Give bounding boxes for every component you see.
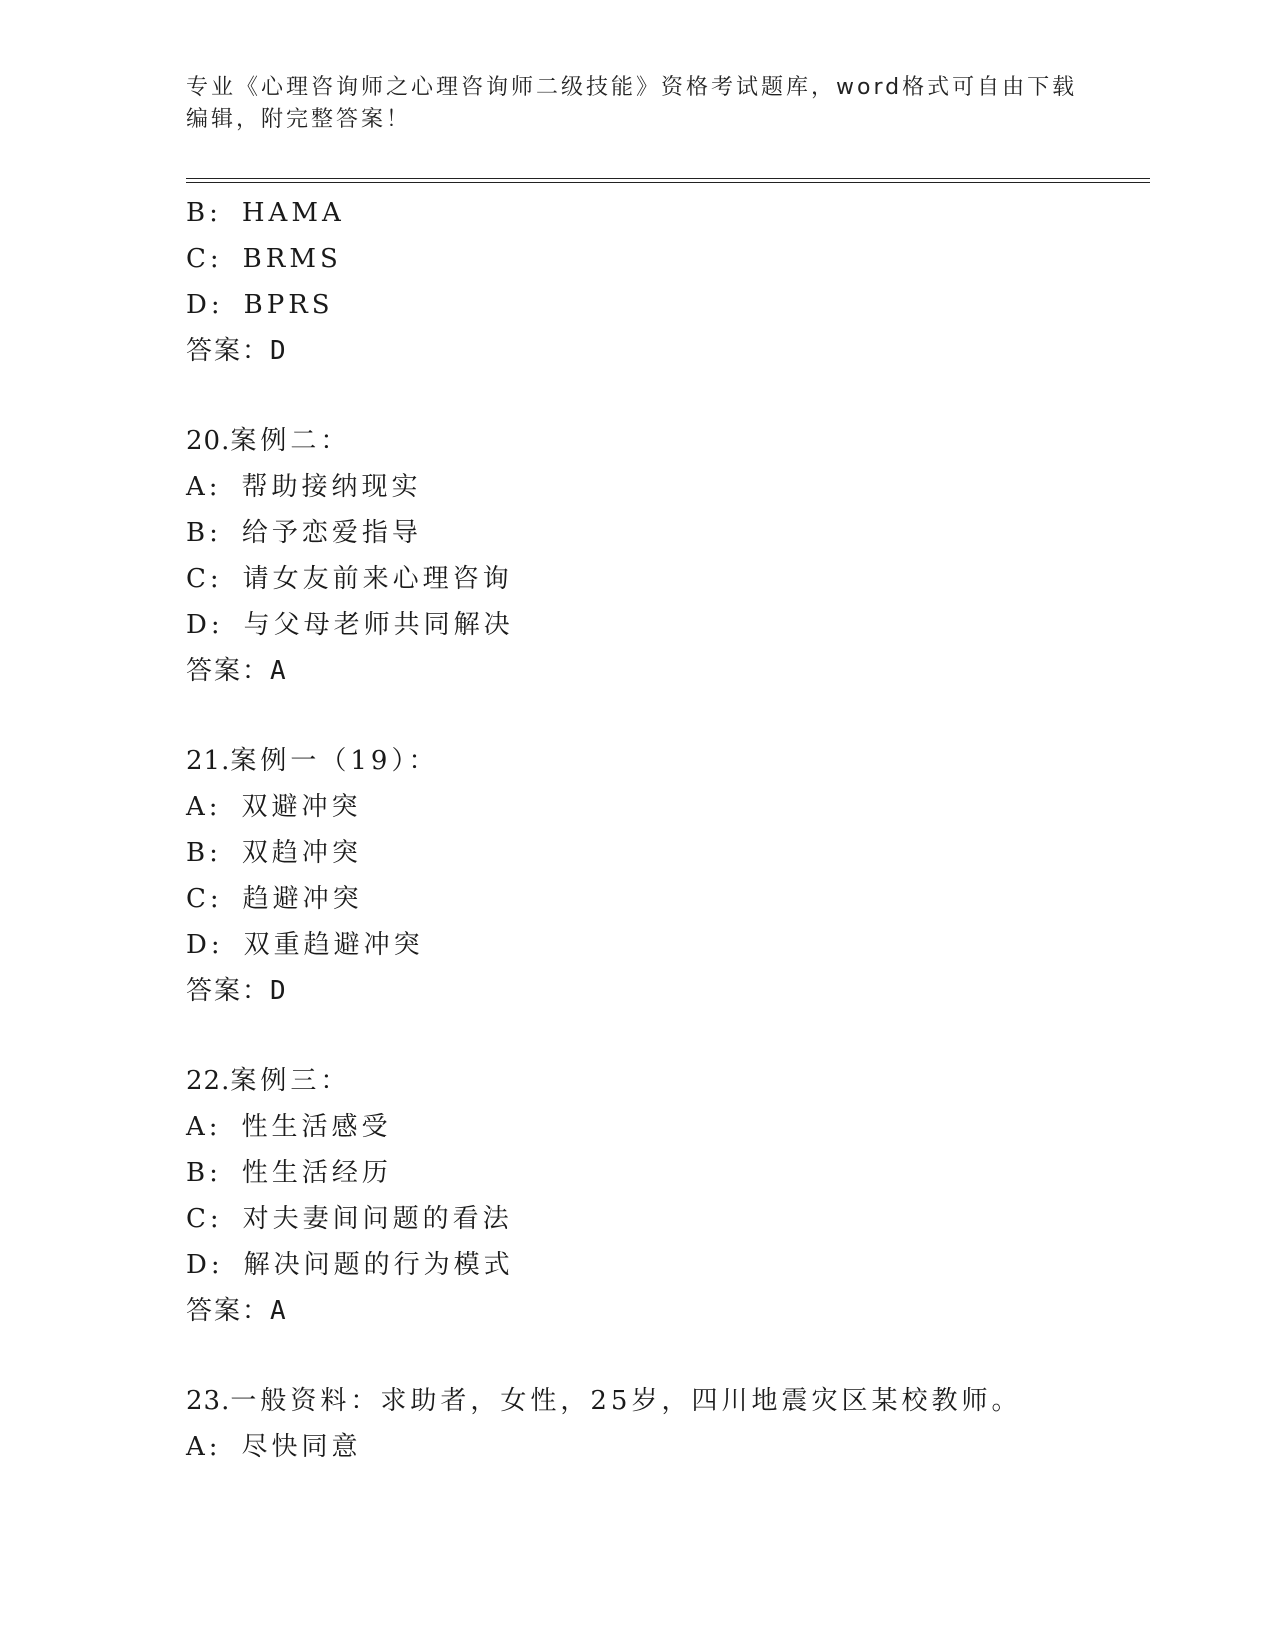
answer-value: A [270,656,288,686]
option-key: C: [186,1204,223,1234]
option-text: 双避冲突 [241,792,362,822]
option-text: 给予恋爱指导 [241,518,422,548]
document-header [186,72,1078,136]
option-text: 性生活经历 [241,1158,392,1188]
question-20 [186,418,1150,694]
answer-label: 答案： [186,1296,271,1326]
answer-row [186,1288,1150,1334]
option-row [186,602,1150,648]
option-row [186,1424,1150,1470]
option-key: A: [186,1432,222,1462]
question-title: 案例一（19）： [230,746,439,776]
answer-label: 答案： [186,656,271,686]
option-row [186,1104,1150,1150]
question-23 [186,1378,1150,1470]
option-row [186,830,1150,876]
question-list [186,190,1150,1470]
option-key: C: [186,564,223,594]
option-text: 双重趋避冲突 [243,930,424,960]
option-text: 解决问题的行为模式 [243,1250,514,1280]
answer-row [186,968,1150,1014]
option-text: 与父母老师共同解决 [243,610,514,640]
question-number: 23. [186,1386,231,1416]
option-key: C: [186,244,223,274]
option-text: 尽快同意 [241,1432,362,1462]
option-text: BRMS [242,244,342,274]
option-key: D: [186,610,224,640]
header-divider-top [186,178,1150,179]
option-key: A: [186,1112,222,1142]
option-text: HAMA [241,198,345,228]
option-key: D: [186,930,224,960]
option-row [186,1196,1150,1242]
header-line-1: 专业《心理咨询师之心理咨询师二级技能》资格考试题库，word格式可自由下载 [186,75,1078,100]
option-row [186,1242,1150,1288]
option-key: C: [186,884,223,914]
question-title: 案例三： [230,1066,351,1096]
option-key: A: [186,472,222,502]
option-row [186,556,1150,602]
question-title-row [186,1058,1150,1104]
question-number: 22. [186,1066,231,1096]
option-key: B: [186,198,222,228]
option-row [186,190,1150,236]
option-key: D: [186,1250,224,1280]
option-row [186,784,1150,830]
answer-label: 答案： [186,976,271,1006]
option-key: A: [186,792,222,822]
option-key: B: [186,1158,222,1188]
question-22 [186,1058,1150,1334]
option-key: B: [186,838,222,868]
option-text: 性生活感受 [241,1112,392,1142]
option-key: B: [186,518,222,548]
option-text: 对夫妻间问题的看法 [242,1204,513,1234]
header-divider-bottom [186,182,1150,183]
question-title-row [186,1378,1150,1424]
option-text: 帮助接纳现实 [241,472,422,502]
answer-value: D [270,336,288,366]
answer-value: A [270,1296,288,1326]
question-number: 20. [186,426,231,456]
question-title-row [186,418,1150,464]
question-title-row [186,738,1150,784]
question-number: 21. [186,746,231,776]
option-text: 趋避冲突 [242,884,363,914]
question-21 [186,738,1150,1014]
option-row [186,876,1150,922]
option-row [186,510,1150,556]
option-text: BPRS [243,290,334,320]
option-row [186,922,1150,968]
answer-label: 答案： [186,336,271,366]
option-text: 双趋冲突 [241,838,362,868]
option-row [186,236,1150,282]
question-title: 案例二： [230,426,351,456]
option-text: 请女友前来心理咨询 [242,564,513,594]
answer-row [186,328,1150,374]
answer-row [186,648,1150,694]
option-row [186,282,1150,328]
option-key: D: [186,290,224,320]
option-row [186,464,1150,510]
header-line-2: 编辑，附完整答案！ [186,107,412,132]
option-row [186,1150,1150,1196]
answer-value: D [270,976,288,1006]
question-continuation [186,190,1150,374]
question-title: 一般资料：求助者，女性，25岁，四川地震灾区某校教师。 [230,1386,1022,1416]
